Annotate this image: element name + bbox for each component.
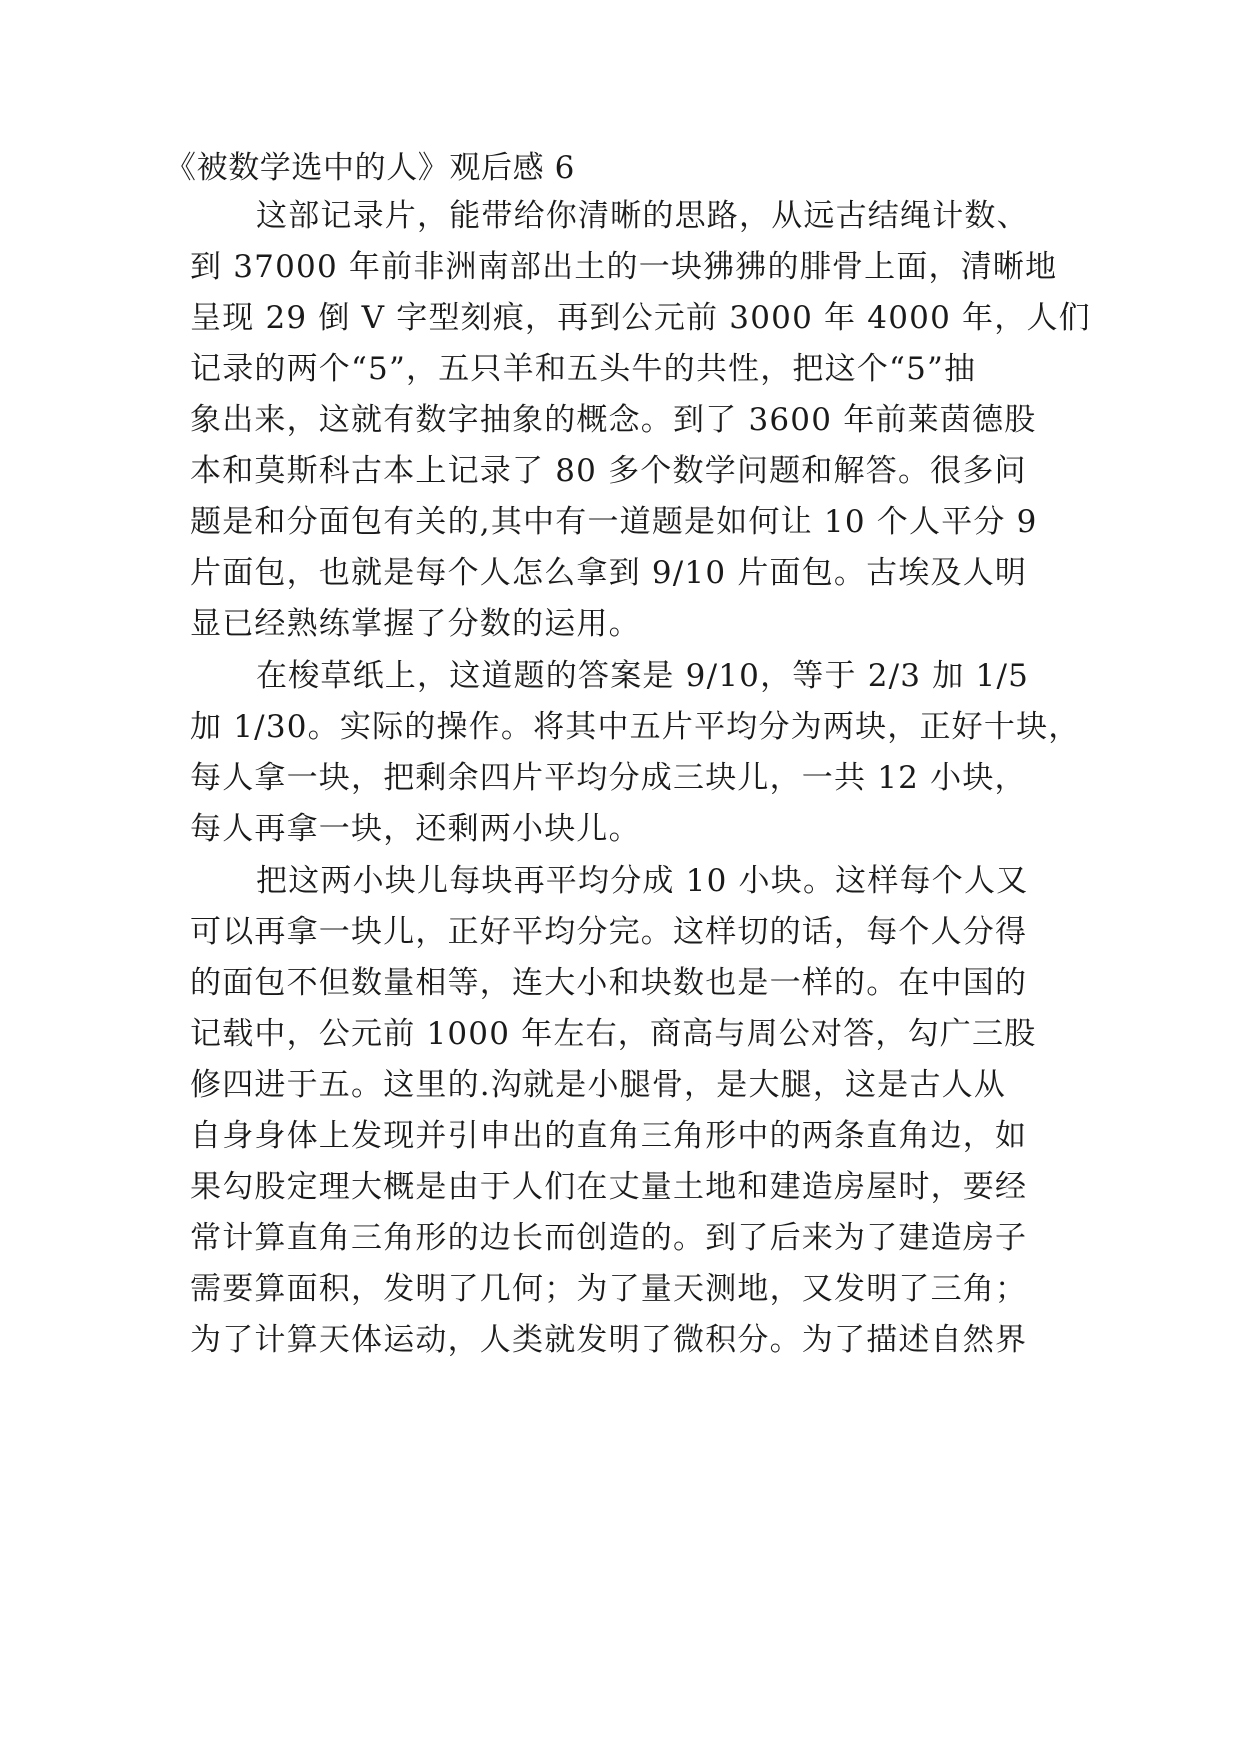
document-title: 《被数学选中的人》观后感 6 <box>165 150 575 186</box>
paragraph-line: 这部记录片，能带给你清晰的思路，从远古结绳计数、 <box>256 198 1029 234</box>
paragraph-line: 每人再拿一块，还剩两小块儿。 <box>190 811 641 847</box>
paragraph-line: 加 1/30。实际的操作。将其中五片平均分为两块，正好十块， <box>190 709 1081 745</box>
paragraph-line: 果勾股定理大概是由于人们在丈量土地和建造房屋时，要经 <box>190 1169 1028 1205</box>
paragraph-line: 片面包，也就是每个人怎么拿到 9/10 片面包。古埃及人明 <box>190 555 1028 591</box>
paragraph-line: 到 37000 年前非洲南部出土的一块狒狒的腓骨上面，清晰地 <box>190 249 1058 285</box>
paragraph-line: 需要算面积，发明了几何；为了量天测地，又发明了三角； <box>190 1271 1028 1307</box>
paragraph-line: 常计算直角三角形的边长而创造的。到了后来为了建造房子 <box>190 1220 1028 1256</box>
paragraph-line: 的面包不但数量相等，连大小和块数也是一样的。在中国的 <box>190 965 1028 1001</box>
paragraph-line: 修四进于五。这里的.沟就是小腿骨，是大腿，这是古人从 <box>190 1067 1007 1103</box>
paragraph-line: 呈现 29 倒 V 字型刻痕，再到公元前 3000 年 4000 年，人们 <box>190 300 1091 336</box>
paragraph-line: 显已经熟练掌握了分数的运用。 <box>190 606 641 642</box>
paragraph-line: 可以再拿一块儿，正好平均分完。这样切的话，每个人分得 <box>190 914 1028 950</box>
paragraph-line: 为了计算天体运动，人类就发明了微积分。为了描述自然界 <box>190 1322 1028 1358</box>
paragraph-line: 把这两小块儿每块再平均分成 10 小块。这样每个人又 <box>256 863 1029 899</box>
paragraph-line: 在梭草纸上，这道题的答案是 9/10，等于 2/3 加 1/5 <box>256 658 1030 694</box>
paragraph-line: 题是和分面包有关的,其中有一道题是如何让 10 个人平分 9 <box>190 504 1038 540</box>
paragraph-line: 本和莫斯科古本上记录了 80 多个数学问题和解答。很多问 <box>190 453 1027 489</box>
paragraph-line: 记载中，公元前 1000 年左右，商高与周公对答，勾广三股 <box>190 1016 1037 1052</box>
paragraph-line: 每人拿一块，把剩余四片平均分成三块儿，一共 12 小块， <box>190 760 1027 796</box>
paragraph-line: 象出来，这就有数字抽象的概念。到了 3600 年前莱茵德股 <box>190 402 1037 438</box>
paragraph-line: 自身身体上发现并引申出的直角三角形中的两条直角边，如 <box>190 1118 1028 1154</box>
paragraph-line: 记录的两个“5”，五只羊和五头牛的共性，把这个“5”抽 <box>190 351 977 387</box>
